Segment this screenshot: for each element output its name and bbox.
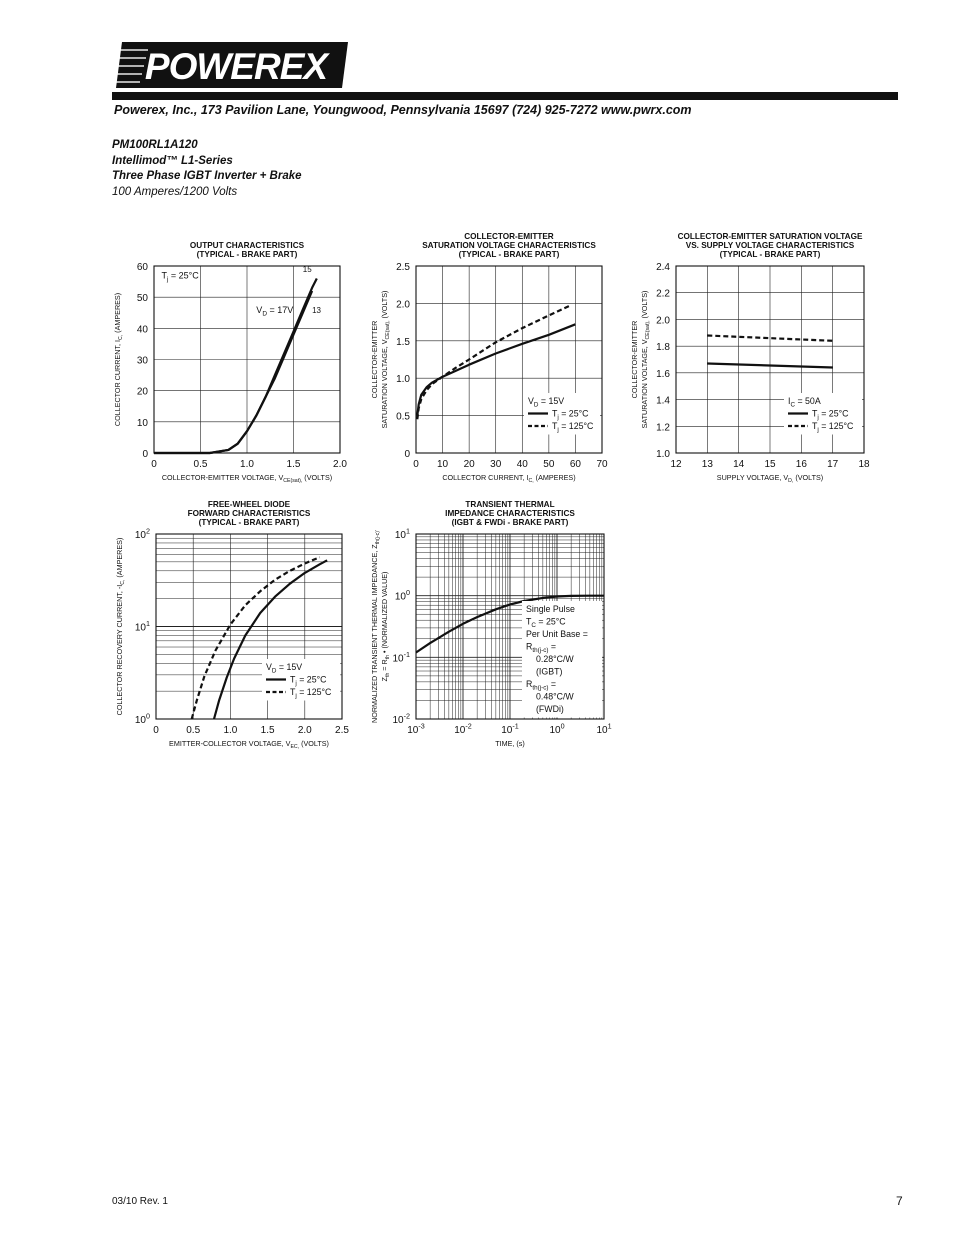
output-chart-svg — [112, 228, 352, 486]
y-tick-label: 2.2 — [656, 288, 670, 300]
y-tick-label: 0.5 — [396, 411, 410, 423]
x-tick-label: 50 — [543, 459, 555, 470]
y-tick-label: $10^1$ — [134, 619, 150, 634]
x-tick-label: 17 — [827, 459, 839, 470]
thermal-chart-svg — [372, 492, 622, 754]
part-number: PM100RL1A120 — [112, 139, 198, 151]
product-rating: 100 Amperes/1200 Volts — [112, 185, 238, 198]
y-tick-label: 1.5 — [396, 336, 410, 348]
output-characteristics-chart — [112, 228, 352, 491]
y-tick-label: $10^1$ — [394, 526, 410, 541]
chart-title-line: OUTPUT CHARACTERISTICS — [189, 241, 305, 250]
y-tick-label: 20 — [136, 386, 148, 398]
x-tick-label: $10^{-2}$ — [454, 721, 472, 736]
legend-item: Per Unit Base = — [526, 629, 588, 639]
chart-title-line: VS. SUPPLY VOLTAGE CHARACTERISTICS — [685, 241, 855, 250]
chart-title-line: TRANSIENT THERMAL — [465, 500, 555, 509]
x-tick-label: $10^0$ — [549, 721, 565, 736]
y-axis-label: $Z_{th} = R_{th}$ • (NORMALIZED VALUE) — [380, 571, 392, 682]
legend-item: $T_j = 25^\circ C$ — [812, 408, 849, 422]
chart-title-line: COLLECTOR-EMITTER — [464, 232, 554, 241]
saturation-vs-supply-chart — [632, 228, 888, 491]
legend-item: (IGBT) — [536, 666, 563, 677]
y-axis-label: NORMALIZED TRANSIENT THERMAL IMPEDANCE, $Z_{th(j-c)'}$ — [370, 530, 382, 723]
product-description: Three Phase IGBT Inverter + Brake — [112, 170, 302, 182]
legend-item: $T_j = 25^\circ C$ — [290, 674, 327, 688]
x-tick-label: 12 — [670, 459, 682, 470]
page-number: 7 — [896, 1194, 903, 1208]
legend-item: 0.48°C/W — [536, 691, 574, 702]
y-tick-label: 2.0 — [396, 299, 410, 311]
x-tick-label: 16 — [795, 459, 807, 470]
y-tick-label: 2.5 — [396, 262, 410, 273]
y-axis-label: COLLECTOR-EMITTER — [370, 320, 379, 399]
chart-title-line: IMPEDANCE CHARACTERISTICS — [445, 509, 575, 518]
x-tick-label: 13 — [701, 459, 713, 470]
y-tick-label: 60 — [136, 262, 148, 273]
powerex-logo — [112, 40, 352, 90]
chart-title-line: (TYPICAL - BRAKE PART) — [198, 518, 300, 527]
x-tick-label: 0 — [413, 459, 419, 470]
x-tick-label: 1.5 — [286, 459, 301, 470]
x-tick-label: 60 — [569, 459, 581, 470]
chart-title-line: FORWARD CHARACTERISTICS — [187, 509, 311, 518]
chart-annotation: $V_D = 17V$ — [256, 304, 294, 318]
diode-forward-chart — [112, 492, 352, 759]
company-address: Powerex, Inc., 173 Pavilion Lane, Youngwood, Pennsylvania 15697 (724) 925-7272 www.pwrx.com — [114, 103, 692, 117]
y-tick-label: 30 — [136, 355, 148, 367]
chart-title-line: COLLECTOR-EMITTER SATURATION VOLTAGE — [677, 232, 863, 241]
header-rule — [112, 92, 898, 100]
chart-title-line: FREE-WHEEL DIODE — [207, 500, 291, 509]
y-tick-label: 1.8 — [656, 342, 670, 354]
y-tick-label: 2.4 — [656, 262, 670, 273]
legend-item: $R_{th(j-c)}$ = — [526, 641, 557, 655]
legend-item: $T_j = 125^\circ C$ — [552, 421, 594, 434]
legend-item: (FWDi) — [536, 704, 564, 714]
legend-item: $T_j = 125^\circ C$ — [812, 421, 854, 434]
chart-title-line: (TYPICAL - BRAKE PART) — [458, 250, 560, 259]
sat_supply-chart-svg — [632, 228, 888, 486]
x-tick-label: 1.0 — [223, 725, 238, 736]
x-tick-label: 20 — [463, 459, 475, 470]
thermal-impedance-chart — [372, 492, 622, 759]
legend-item: $V_D = 15V$ — [528, 396, 565, 409]
x-tick-label: 30 — [490, 459, 502, 470]
x-axis-label: COLLECTOR-EMITTER VOLTAGE, $V_{CE(sat),}$ (VOLTS) — [161, 473, 333, 485]
y-tick-label: 1.2 — [656, 422, 670, 434]
x-tick-label: 14 — [733, 459, 745, 470]
y-tick-label: $10^{-1}$ — [392, 649, 410, 665]
y-tick-label: 0 — [404, 449, 410, 460]
legend-item: $T_C = 25^\circ C$ — [526, 616, 566, 630]
series-name: Intellimod™ L1-Series — [112, 154, 233, 167]
chart-annotation: $T_j = 25^\circ C$ — [161, 270, 199, 284]
product-block — [112, 138, 302, 200]
x-tick-label: 0 — [151, 459, 157, 470]
x-tick-label: 1.5 — [260, 725, 275, 736]
series-line-2 — [154, 291, 312, 453]
x-tick-label: 15 — [764, 459, 776, 470]
y-tick-label: 1.0 — [396, 374, 410, 386]
x-tick-label: 2.0 — [297, 725, 312, 736]
legend-item: Single Pulse — [526, 604, 575, 614]
x-tick-label: $10^{-3}$ — [407, 721, 425, 736]
chart-title-line: SATURATION VOLTAGE CHARACTERISTICS — [422, 241, 596, 250]
chart-title-line: (TYPICAL - BRAKE PART) — [719, 250, 821, 259]
y-tick-label: 40 — [136, 324, 148, 336]
x-tick-label: 70 — [596, 459, 608, 470]
y-tick-label: $10^0$ — [134, 711, 150, 726]
y-tick-label: 50 — [136, 293, 148, 305]
x-tick-label: $10^1$ — [596, 721, 612, 736]
x-tick-label: 2.0 — [333, 459, 347, 470]
y-tick-label: 1.6 — [656, 368, 670, 380]
y-tick-label: 1.4 — [656, 395, 670, 407]
y-axis-label: SATURATION VOLTAGE, $V_{CE(sat),}$ (VOLTS) — [380, 290, 392, 429]
y-tick-label: $10^0$ — [394, 588, 410, 603]
x-tick-label: $10^{-1}$ — [501, 721, 519, 736]
chart-title-line: (TYPICAL - BRAKE PART) — [196, 250, 298, 259]
y-axis-label: COLLECTOR-EMITTER — [630, 320, 639, 399]
y-tick-label: $10^{-2}$ — [392, 711, 410, 726]
y-tick-label: 1.0 — [656, 449, 670, 460]
x-tick-label: 40 — [516, 459, 528, 470]
x-tick-label: 18 — [858, 459, 870, 470]
x-axis-label: COLLECTOR CURRENT, $I_{C,}$ (AMPERES) — [442, 473, 576, 485]
chart-annotation: 15 — [302, 265, 312, 275]
x-tick-label: 0.5 — [193, 459, 208, 470]
y-tick-label: 0 — [142, 449, 148, 460]
legend-item: $R_{th(j-c)}$ = — [526, 679, 557, 692]
sat_current-chart-svg — [372, 228, 622, 486]
revision-label: 03/10 Rev. 1 — [112, 1196, 168, 1207]
chart-title-line: (IGBT & FWDi - BRAKE PART) — [451, 518, 569, 527]
legend-item: 0.28°C/W — [536, 654, 574, 664]
y-tick-label: 10 — [136, 417, 148, 429]
y-axis-label: SATURATION VOLTAGE, $V_{CE(sat),}$ (VOLTS) — [640, 290, 652, 429]
diode-chart-svg — [112, 492, 352, 754]
x-tick-label: 0.5 — [186, 725, 201, 736]
x-tick-label: 10 — [437, 459, 449, 470]
x-axis-label: EMITTER-COLLECTOR VOLTAGE, $V_{EC,}$ (VOLTS) — [169, 739, 329, 751]
chart-annotation: 13 — [312, 305, 322, 315]
x-tick-label: 0 — [153, 725, 159, 736]
y-axis-label: COLLECTOR CURRENT, $I_{C,}$ (AMPERES) — [113, 292, 125, 427]
x-axis-label: TIME, (s) — [495, 739, 525, 748]
legend-item: $I_C = 50A$ — [788, 396, 821, 409]
x-axis-label: SUPPLY VOLTAGE, $V_{D,}$ (VOLTS) — [716, 473, 824, 485]
legend-item: $T_j = 125^\circ C$ — [290, 687, 332, 700]
grid-lines — [154, 266, 340, 453]
x-tick-label: 1.0 — [240, 459, 254, 470]
y-axis-label: COLLECTOR RECOVERY CURRENT, $-I_{C,}$ (AMPERES) — [115, 537, 127, 716]
y-tick-label: $10^2$ — [134, 526, 150, 541]
saturation-voltage-chart — [372, 228, 622, 491]
y-tick-label: 2.0 — [656, 315, 670, 327]
legend-item: $T_j = 25^\circ C$ — [552, 408, 589, 422]
x-tick-label: 2.5 — [335, 725, 349, 736]
legend-item: $V_D = 15V$ — [266, 662, 303, 675]
svg-text:POWEREX: POWEREX — [144, 46, 328, 87]
